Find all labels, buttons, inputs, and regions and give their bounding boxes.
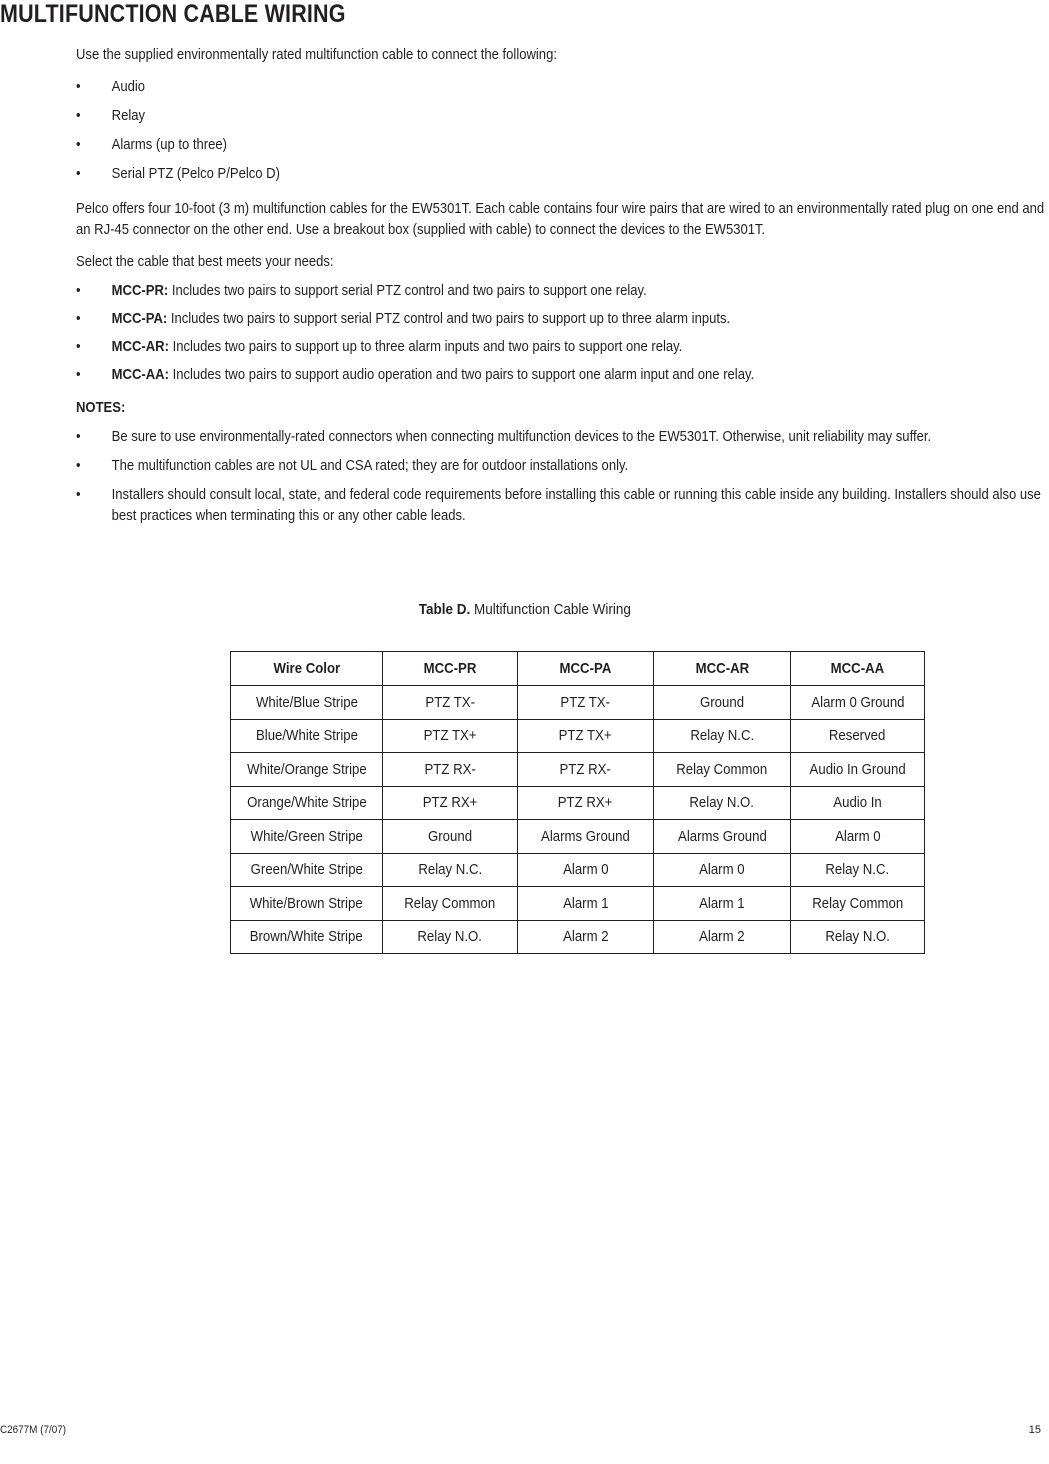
- list-item: • Relay: [76, 107, 146, 124]
- table-cell: Alarm 0: [518, 853, 654, 887]
- table-cell: Alarm 0: [791, 820, 925, 854]
- list-item: • MCC-PA: Includes two pairs to support serial PTZ control and two pairs to support up to three alarm inputs.: [76, 310, 731, 327]
- list-item: • MCC-PR: Includes two pairs to support serial PTZ control and two pairs to support one relay.: [76, 282, 647, 299]
- notes-heading: NOTES:: [76, 399, 126, 416]
- table-cell: Relay N.C.: [791, 853, 925, 887]
- table-cell: PTZ TX-: [383, 686, 518, 720]
- list-item: • Audio: [76, 78, 146, 95]
- table-row: [231, 853, 925, 887]
- table-cell: PTZ RX-: [383, 753, 518, 787]
- table-cell: Brown/White Stripe: [231, 920, 383, 954]
- table-cell: PTZ RX+: [518, 786, 654, 820]
- table-cell: Alarms Ground: [654, 820, 791, 854]
- header-mcc-ar: MCC-AR: [654, 652, 791, 686]
- list-item: • MCC-AA: Includes two pairs to support audio operation and two pairs to support one alarm input and one relay.: [76, 366, 755, 383]
- table-caption-text: Multifunction Cable Wiring: [473, 601, 631, 618]
- table-cell: Ground: [654, 686, 791, 720]
- table-cell: White/Orange Stripe: [231, 753, 383, 787]
- list-item: • Alarms (up to three): [76, 136, 227, 153]
- table-cell: Alarm 2: [518, 920, 654, 954]
- header-wire-color: Wire Color: [231, 652, 383, 686]
- table-cell: Audio In Ground: [791, 753, 925, 787]
- header-mcc-aa: MCC-AA: [791, 652, 925, 686]
- table-cell: Orange/White Stripe: [231, 786, 383, 820]
- table-cell: Alarm 2: [654, 920, 791, 954]
- select-paragraph: Select the cable that best meets your needs:: [76, 253, 334, 270]
- header-mcc-pr: MCC-PR: [383, 652, 518, 686]
- cable-name: MCC-AR:: [111, 338, 169, 355]
- table-caption: [0, 601, 1049, 618]
- footer-doc-id: C2677M (7/07): [0, 1424, 67, 1436]
- table-row: [231, 920, 925, 954]
- table-row: [231, 686, 925, 720]
- table-cell: Audio In: [791, 786, 925, 820]
- table-cell: PTZ TX+: [518, 719, 654, 753]
- table-cell: Relay N.O.: [791, 920, 925, 954]
- intro-paragraph: Use the supplied environmentally rated multifunction cable to connect the following:: [76, 46, 557, 63]
- table-cell: Alarms Ground: [518, 820, 654, 854]
- list-item: • Serial PTZ (Pelco P/Pelco D): [76, 165, 280, 182]
- table-cell: PTZ RX-: [518, 753, 654, 787]
- table-cell: PTZ RX+: [383, 786, 518, 820]
- table-cell: White/Blue Stripe: [231, 686, 383, 720]
- table-cell: Alarm 0: [654, 853, 791, 887]
- table-caption-label: Table D.: [418, 601, 470, 618]
- header-mcc-pa: MCC-PA: [518, 652, 654, 686]
- table-cell: White/Green Stripe: [231, 820, 383, 854]
- table-cell: Relay N.C.: [654, 719, 791, 753]
- table-cell: Reserved: [791, 719, 925, 753]
- table-row: [231, 719, 925, 753]
- table-cell: Alarm 1: [518, 887, 654, 921]
- list-item: • Installers should consult local, state, and federal code requirements before installing this cable or running this cable inside any building. Installers should also use best practices when terminating this or any other cable leads.: [76, 486, 1041, 524]
- table-cell: Relay Common: [791, 887, 925, 921]
- table-cell: Relay Common: [654, 753, 791, 787]
- table-cell: Relay N.O.: [654, 786, 791, 820]
- cable-name: MCC-PR:: [111, 282, 169, 299]
- list-item: • The multifunction cables are not UL and CSA rated; they are for outdoor installations only.: [76, 457, 629, 474]
- footer-page-number: 15: [1028, 1424, 1041, 1436]
- connect-list: [76, 76, 1049, 184]
- list-item: • Be sure to use environmentally-rated connectors when connecting multifunction devices to the EW5301T. Otherwise, unit reliability may suffer.: [76, 428, 932, 445]
- list-item: • MCC-AR: Includes two pairs to support up to three alarm inputs and two pairs to support one relay.: [76, 338, 683, 355]
- notes-list: [76, 426, 1049, 526]
- table-cell: Relay Common: [383, 887, 518, 921]
- table-cell: Ground: [383, 820, 518, 854]
- table-cell: Alarm 0 Ground: [791, 686, 925, 720]
- table-cell: Relay N.C.: [383, 853, 518, 887]
- table-cell: Blue/White Stripe: [231, 719, 383, 753]
- page-title: MULTIFUNCTION CABLE WIRING: [0, 0, 346, 28]
- table-cell: Alarm 1: [654, 887, 791, 921]
- table-cell: Relay N.O.: [383, 920, 518, 954]
- table-row: [231, 820, 925, 854]
- table-cell: Green/White Stripe: [231, 853, 383, 887]
- cables-paragraph: Pelco offers four 10-foot (3 m) multifunction cables for the EW5301T. Each cable contains four wire pairs that are wired to an environmentally rated plug on one end and an RJ-45 connector on the other end. Use a breakout box (supplied with cable) to connect the devices to the EW5301T.: [76, 200, 1045, 238]
- table-row: [231, 887, 925, 921]
- cable-name: MCC-AA:: [111, 366, 169, 383]
- table-row: [231, 753, 925, 787]
- table-cell: White/Brown Stripe: [231, 887, 383, 921]
- body-content: [76, 44, 1049, 534]
- table-header-row: [231, 652, 925, 686]
- cable-name: MCC-PA:: [111, 310, 168, 327]
- table-cell: PTZ TX+: [383, 719, 518, 753]
- table-row: [231, 786, 925, 820]
- wiring-table: [230, 651, 925, 954]
- table-cell: PTZ TX-: [518, 686, 654, 720]
- cable-list: [76, 280, 1049, 385]
